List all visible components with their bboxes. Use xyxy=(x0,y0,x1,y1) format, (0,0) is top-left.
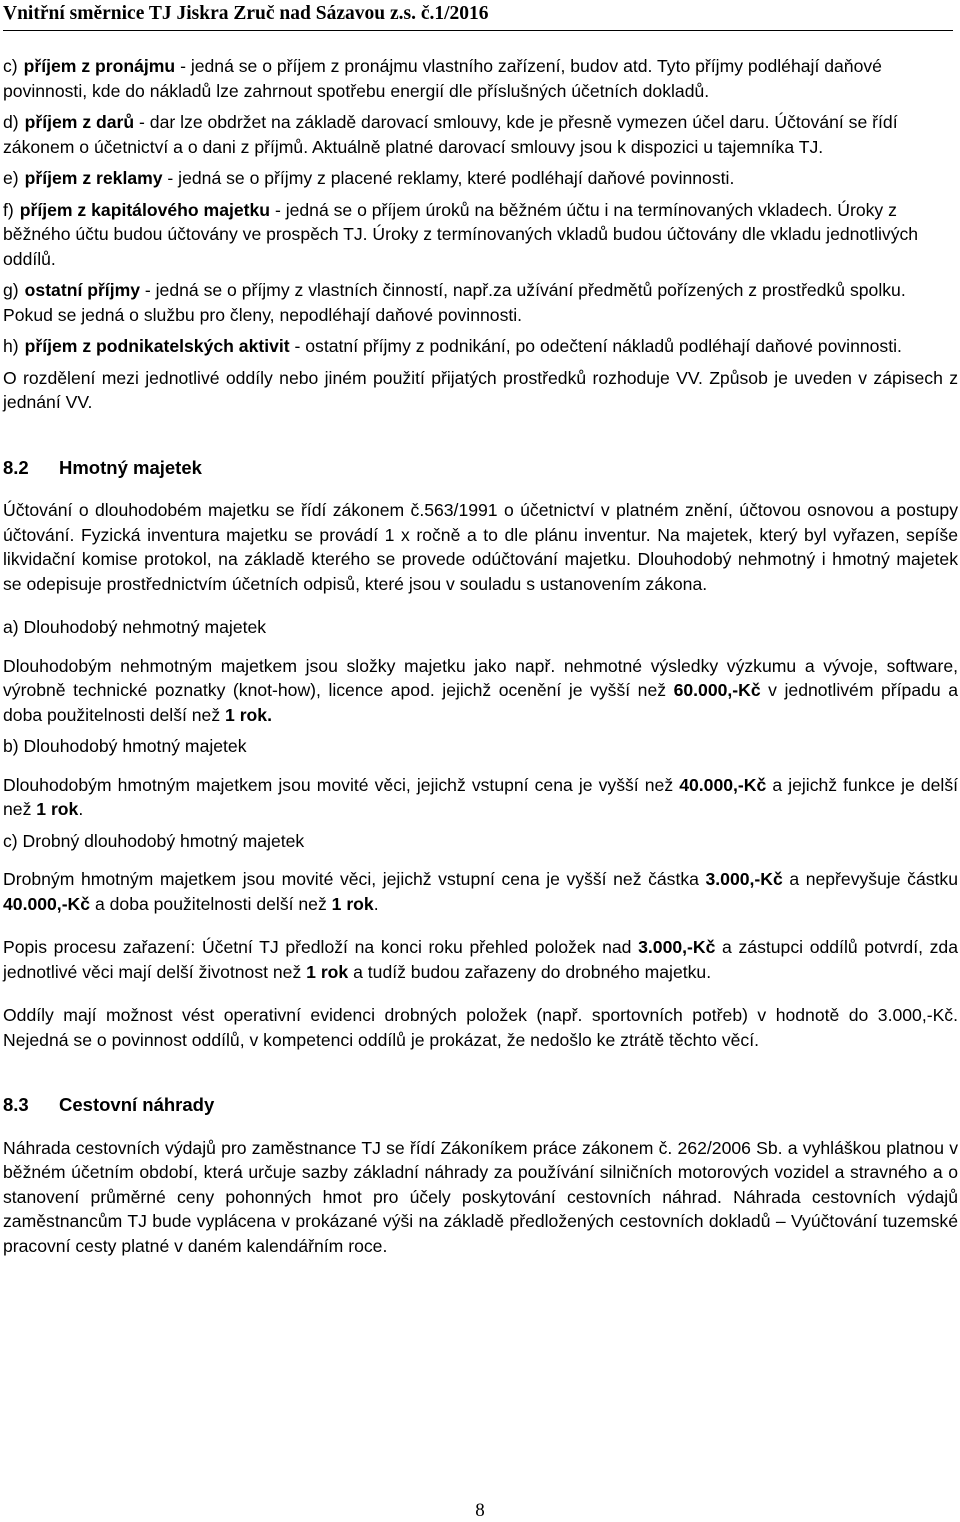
item-prefix: h) xyxy=(3,336,19,356)
section-title: Hmotný majetek xyxy=(59,456,202,478)
page-number: 8 xyxy=(475,1500,485,1521)
item-prefix: d) xyxy=(3,112,19,132)
item-text: - jedná se o příjmy z vlastních činností, např.za užívání předmětů pořízených z prostředků spolku. Pokud se jedná o službu pro členy, nepodléhají daňové povinnosti. xyxy=(3,280,906,325)
section-number: 8.2 xyxy=(3,456,29,478)
paragraph-drobny: Drobným hmotným majetkem jsou movité věci, jejichž vstupní cena je vyšší než částka 3.000,-Kč a nepřevyšuje částku 40.000,-Kč a doba použitelnosti delší než 1 rok. xyxy=(3,869,958,914)
item-prefix: f) xyxy=(3,199,14,220)
list-item-h xyxy=(3,334,958,359)
paragraph-hmotny: Dlouhodobým hmotným majetkem jsou movité věci, jejichž vstupní cena je vyšší než 40.000,-Kč a jejichž funkce je delší než 1 rok. xyxy=(3,774,959,819)
list-item-f xyxy=(3,198,958,272)
item-title: příjem z podnikatelských aktivit xyxy=(24,336,290,356)
item-text: - jedná se o příjmy z placené reklamy, které podléhají daňové povinnosti. xyxy=(162,168,735,188)
item-prefix: c) xyxy=(3,56,18,76)
item-title: příjem z reklamy xyxy=(24,168,163,188)
page-header: Vnitřní směrnice TJ Jiskra Zruč nad Sázavou z.s. č.1/2016 xyxy=(3,2,953,31)
item-title: ostatní příjmy xyxy=(24,280,141,300)
item-title: příjem z kapitálového majetku xyxy=(19,199,271,220)
item-title: příjem z pronájmu xyxy=(23,56,176,76)
paragraph-oddily: O rozdělení mezi jednotlivé oddíly nebo jiném použití přijatých prostředků rozhoduje VV. Způsob je uveden v zápisech z jednání VV. xyxy=(3,367,958,412)
item-prefix: e) xyxy=(3,168,19,188)
subheading-drobny: c) Drobný dlouhodobý hmotný majetek xyxy=(3,830,305,851)
list-item-d xyxy=(3,110,958,159)
list-item-e xyxy=(3,166,958,191)
subheading-nehmotny: a) Dlouhodobý nehmotný majetek xyxy=(3,617,267,637)
section-heading-8-2 xyxy=(3,456,958,481)
item-text: - dar lze obdržet na základě darovací smlouvy, kde je přesně vymezen účel daru. Účtování se řídí zákonem o účetnictví a o dani z příjmů. Aktuálně platné darovací smlouvy jsou k dispozici u tajemníka TJ. xyxy=(3,112,898,157)
section-title: Cestovní náhrady xyxy=(59,1094,215,1115)
paragraph-cestovni-nahrady: Náhrada cestovních výdajů pro zaměstnance TJ se řídí Zákoníkem práce zákonem č. 262/2006 Sb. a vyhláškou platnou v běžném účetním období, která určuje sazby základní náhrady za používání silničních motorových vozidel a stravného a o stanovení průměrné ceny pohonných hmot pro účely poskytování cestovních náhrad. Náhrada cestovních výdajů zaměstnancům TJ bude vyplácena v prokázané výši na základě předložených cestovních dokladů – Vyúčtování tuzemské pracovní cesty platné v daném kalendářním roce. xyxy=(3,1137,958,1256)
paragraph-evidence: Oddíly mají možnost vést operativní evidenci drobných položek (např. sportovních potřeb) v hodnotě do 3.000,-Kč. Nejedná se o povinnost oddílů, v kompetenci oddílů je prokázat, že nedošlo ke ztrátě těchto věcí. xyxy=(3,1005,958,1050)
list-item-g xyxy=(3,278,958,327)
item-text: - ostatní příjmy z podnikání, po odečtení nákladů podléhají daňové povinnosti. xyxy=(289,336,902,356)
section-heading-8-3 xyxy=(3,1093,958,1118)
item-text: - jedná se o příjem úroků na běžném účtu i na termínovaných vkladech. Úroky z běžného účtu budou účtovány ve prospěch TJ. Úroky z termínovaných vkladů budou účtovány dle vkladu jednotlivých oddílů. xyxy=(3,199,919,269)
item-text: - jedná se o příjem z pronájmu vlastního zařízení, budov atd. Tyto příjmy podléhají daňové povinnosti, kde do nákladů lze zahrnout spotřebu energií dle příslušných účetních dokladů. xyxy=(3,56,882,101)
page-content xyxy=(3,54,958,1265)
list-item-c xyxy=(3,54,958,103)
subheading-hmotny: b) Dlouhodobý hmotný majetek xyxy=(3,736,247,756)
paragraph-nehmotny: Dlouhodobým nehmotným majetkem jsou složky majetku jako např. nehmotné výsledky výzkumu a vývoje, software, výrobně technické poznatky (knot-how), licence apod. jejichž ocenění je vyšší než 60.000,-Kč v jednotlivém případu a doba použitelnosti delší než 1 rok. xyxy=(3,655,958,725)
paragraph-proces-zarazeni: Popis procesu zařazení: Účetní TJ předloží na konci roku přehled položek nad 3.000,-Kč a zástupci oddílů potvrdí, zda jednotlivé věci mají delší životnost než 1 rok a tudíž budou zařazeny do drobného majetku. xyxy=(3,937,958,982)
item-prefix: g) xyxy=(3,280,19,300)
section-number: 8.3 xyxy=(3,1094,29,1115)
paragraph-majetek-intro: Účtování o dlouhodobém majetku se řídí zákonem č.563/1991 o účetnictví v platném znění, účtovou osnovou a postupy účtování. Fyzická inventura majetku se provádí 1 x ročně a to dle plánu inventur. Na majetek, který byl vyřazen, sepíše likvidační komise protokol, na základě kterého se provede odúčtování majetku. Dlouhodobý nehmotný i hmotný majetek se odepisuje prostřednictvím účetních odpisů, které jsou v souladu s ustanovením zákona. xyxy=(3,500,958,594)
item-title: příjem z darů xyxy=(24,112,135,132)
